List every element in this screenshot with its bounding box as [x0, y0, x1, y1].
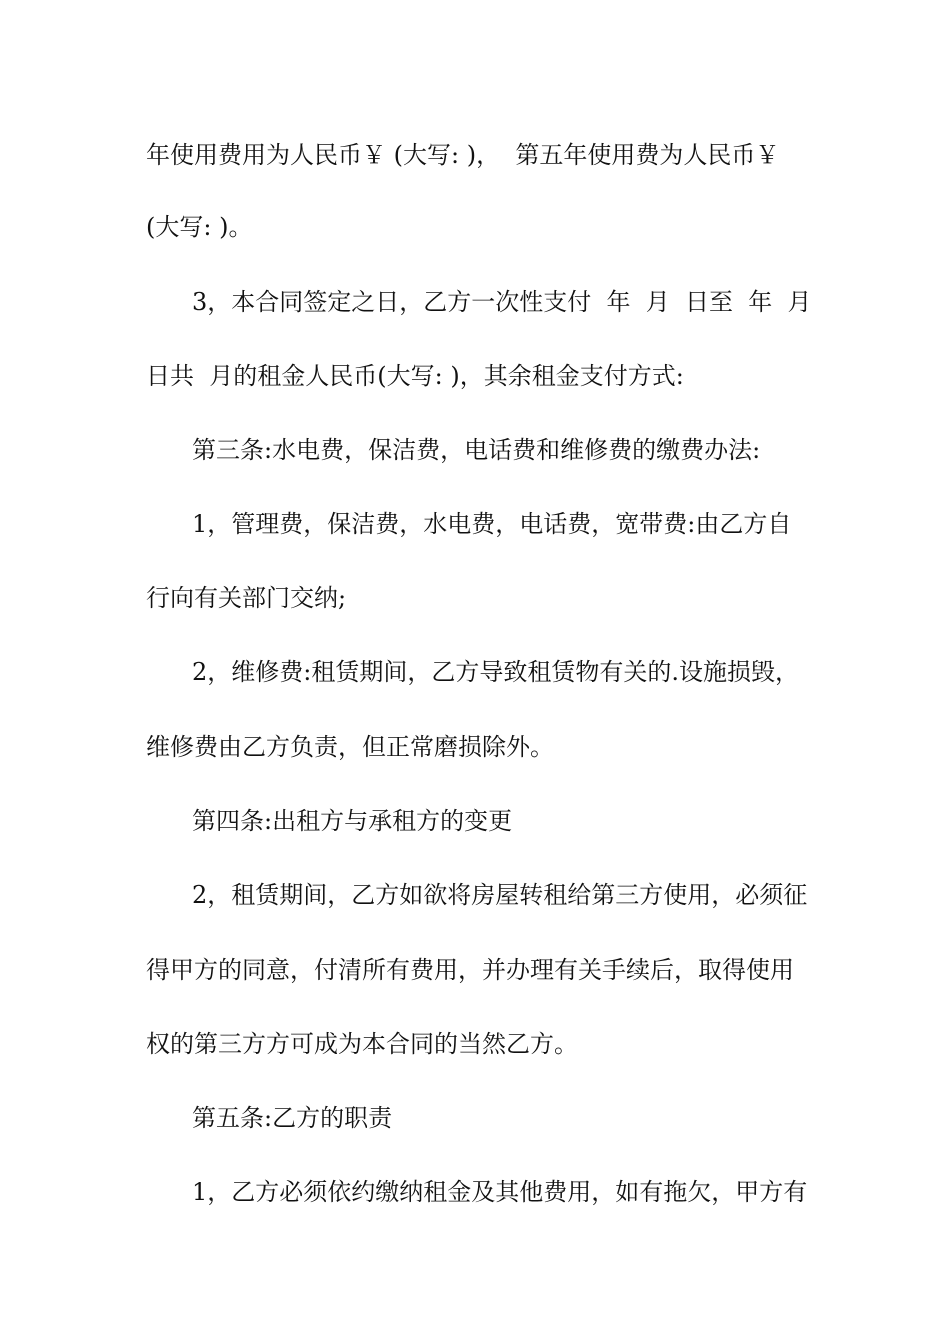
text-line: 日共 月的租金人民币(大写: )，其余租金支付方式: [146, 362, 684, 390]
section-heading: 第三条:水电费，保洁费，电话费和维修费的缴费办法: [192, 436, 761, 464]
section-heading: 第五条:乙方的职责 [192, 1104, 393, 1132]
text-line: 2，租赁期间，乙方如欲将房屋转租给第三方使用，必须征 [192, 881, 808, 909]
text-line: 1，管理费，保洁费，水电费，电话费，宽带费:由乙方自 [192, 510, 792, 538]
text-line: 维修费由乙方负责，但正常磨损除外。 [146, 733, 554, 761]
text-line: 1，乙方必须依约缴纳租金及其他费用，如有拖欠，甲方有 [192, 1178, 808, 1206]
text-line: 2，维修费:租赁期间，乙方导致租赁物有关的.设施损毁， [192, 658, 799, 686]
text-line: 得甲方的同意，付清所有费用，并办理有关手续后，取得使用 [146, 956, 794, 984]
section-heading: 第四条:出租方与承租方的变更 [192, 807, 513, 835]
text-line: 行向有关部门交纳; [146, 584, 347, 612]
text-line: 3，本合同签定之日，乙方一次性支付 年 月 日至 年 月 [192, 288, 812, 316]
text-line: (大写: )。 [146, 213, 253, 241]
text-line: 权的第三方方可成为本合同的当然乙方。 [146, 1030, 578, 1058]
text-line: 年使用费用为人民币￥ (大写: )， 第五年使用费为人民币￥ [146, 141, 780, 169]
